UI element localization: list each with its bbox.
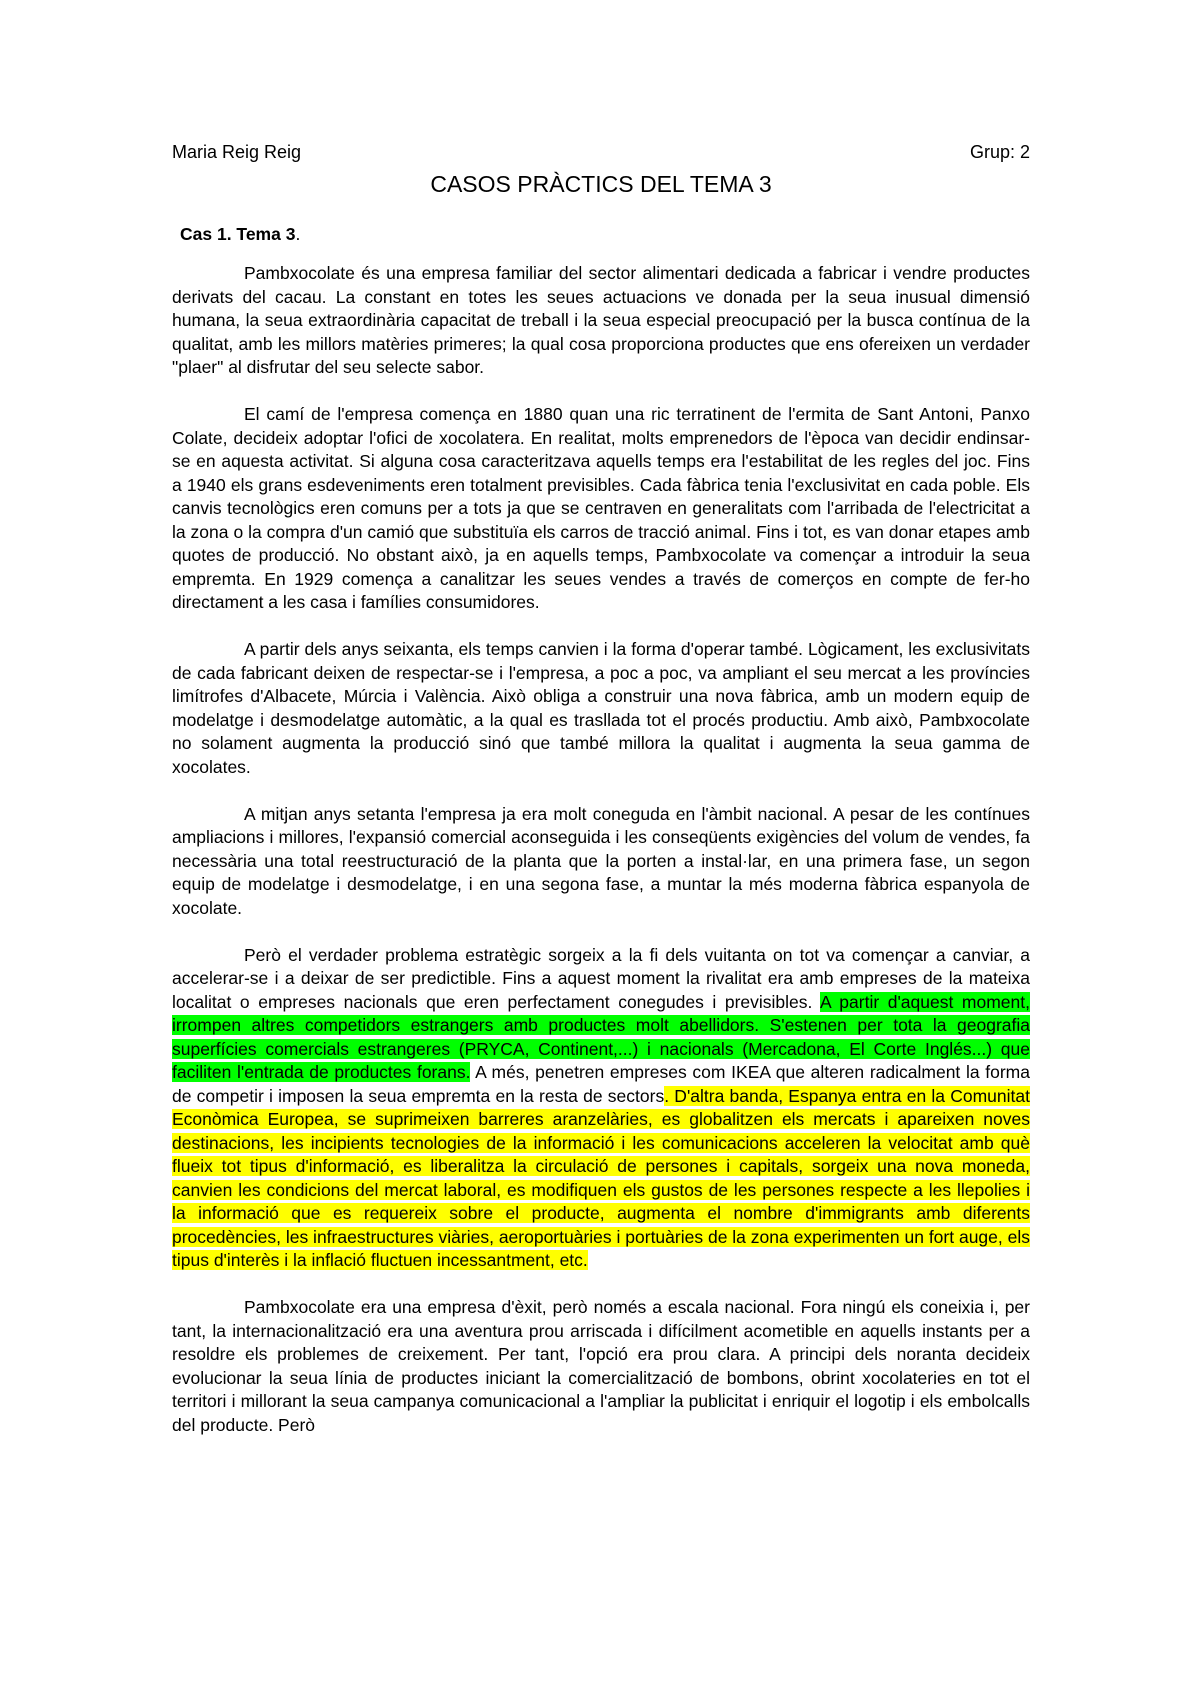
paragraph-6: Pambxocolate era una empresa d'èxit, però només a escala nacional. Fora ningú els coneixia i, per tant, la internacionalització era una aventura prou arriscada i difícilment acometible en aquells instants per a resoldre els problemes de creixement. Per tant, l'opció era prou clara. A principi dels noranta decideix evolucionar la seua línia de productes iniciant la comercialització de bombons, obrint xocolateries en tot el territori i millorant la seua campanya comunicacional a l'ampliar la publicitat i enriquir el logotip i els embolcalls del producte. Però: [172, 1297, 1030, 1435]
green-highlight-text: A partir d'aquest moment, irrompen altres competidors estrangers amb productes molt abellidors. S'estenen per tota la geografia superfícies comercials estrangeres (PRYCA, Continent,...) i nacionals (Mercadona, El Corte Inglés...) que faciliten l'entrada de productes forans.: [172, 991, 1031, 1082]
case-heading-suffix: .: [295, 224, 301, 244]
document-page: [172, 140, 1030, 1437]
yellow-highlight-text: . D'altra banda, Espanya entra en la Comunitat Econòmica Europea, se suprimeixen barreres aranzelàries, es globalitzen els mercats i apareixen noves destinacions, les incipients tecnologies de la informació i les comunicacions acceleren la velocitat amb què flueix tot tipus d'informació, es liberalitza la circulació de persones i capitals, sorgeix una nova moneda, canvien les condicions del mercat laboral, es modifiquen els gustos de les persones respecte a les llepolies i la informació que es requereix sobre el producte, augmenta el nombre d'immigrants amb diferents procedències, les infraestructures viàries, aeroportuàries i portuàries de la zona experimenten un fort auge, els tipus d'interès i la inflació fluctuen incessantment, etc.: [172, 1085, 1030, 1270]
paragraph-5-text-b: A més, penetren empreses com IKEA que alteren radicalment la forma de competir i imposen la seua empremta en la resta de sectors: [172, 1062, 1030, 1106]
case-heading-label: Cas 1. Tema 3: [180, 224, 296, 244]
paragraph-4: A mitjan anys setanta l'empresa ja era molt coneguda en l'àmbit nacional. A pesar de les contínues ampliacions i millores, l'expansió comercial aconseguida i les conseqüents exigències del volum de vendes, fa necessària una total reestructuració de la planta que la porten a instal·lar, en una primera fase, un segon equip de modelatge i desmodelatge, i en una segona fase, a muntar la més moderna fàbrica espanyola de xocolate.: [172, 803, 1030, 918]
paragraph-2: El camí de l'empresa comença en 1880 quan una ric terratinent de l'ermita de Sant Antoni, Panxo Colate, decideix adoptar l'ofici de xocolatera. En realitat, molts emprenedors de l'època van decidir endinsar-se en aquesta activitat. Si alguna cosa caracteritzava aquells temps era l'estabilitat de les regles del joc. Fins a 1940 els grans esdeveniments eren totalment previsibles. Cada fàbrica tenia l'exclusivitat en cada poble. Els canvis tecnològics eren comuns per a tots ja que se centraven en generalitats com l'arribada de l'electricitat a la zona o la compra d'un camió que substituïa els carros de tracció animal. Fins i tot, es van donar etapes amb quotes de producció. No obstant això, ja en aquells temps, Pambxocolate va començar a introduir la seua empremta. En 1929 comença a canalitzar les seues vendes a través de comerços en compte de fer-ho directament a les casa i famílies consumidores.: [172, 404, 1030, 612]
group-label: Grup: 2: [969, 142, 1030, 162]
paragraph-5: [172, 944, 1030, 1273]
document-header: [172, 140, 1030, 164]
document-title: CASOS PRÀCTICS DEL TEMA 3: [430, 171, 772, 197]
paragraph-1: Pambxocolate és una empresa familiar del sector alimentari dedicada a fabricar i vendre productes derivats del cacau. La constant en totes les seues actuacions ve donada per la seua inusual dimensió humana, la seua extraordinària capacitat de treball i la seua especial preocupació per la busca contínua de la qualitat, amb les millors matèries primeres; la qual cosa proporciona productes que ens ofereixen un verdader "plaer" al disfrutar del seu selecte sabor.: [172, 263, 1030, 377]
author-name: Maria Reig Reig: [172, 142, 302, 162]
paragraph-3: A partir dels anys seixanta, els temps canvien i la forma d'operar també. Lògicament, les exclusivitats de cada fabricant deixen de respectar-se i l'empresa, a poc a poc, va ampliant el seu mercat a les províncies limítrofes d'Albacete, Múrcia i València. Això obliga a construir una nova fàbrica, amb un modern equip de modelatge i desmodelatge automàtic, a la qual es trasllada tot el procés productiu. Amb això, Pambxocolate no solament augmenta la producció sinó que també millora la qualitat i augmenta la seua gamma de xocolates.: [172, 639, 1030, 777]
paragraph-5-text-a: Però el verdader problema estratègic sorgeix a la fi dels vuitanta on tot va començar a canviar, a accelerar-se i a deixar de ser predictible. Fins a aquest moment la rivalitat era amb empreses de la mateixa localitat o empreses nacionals que eren perfectament conegudes i previsibles.: [172, 944, 1030, 1012]
case-heading: [180, 222, 1030, 246]
